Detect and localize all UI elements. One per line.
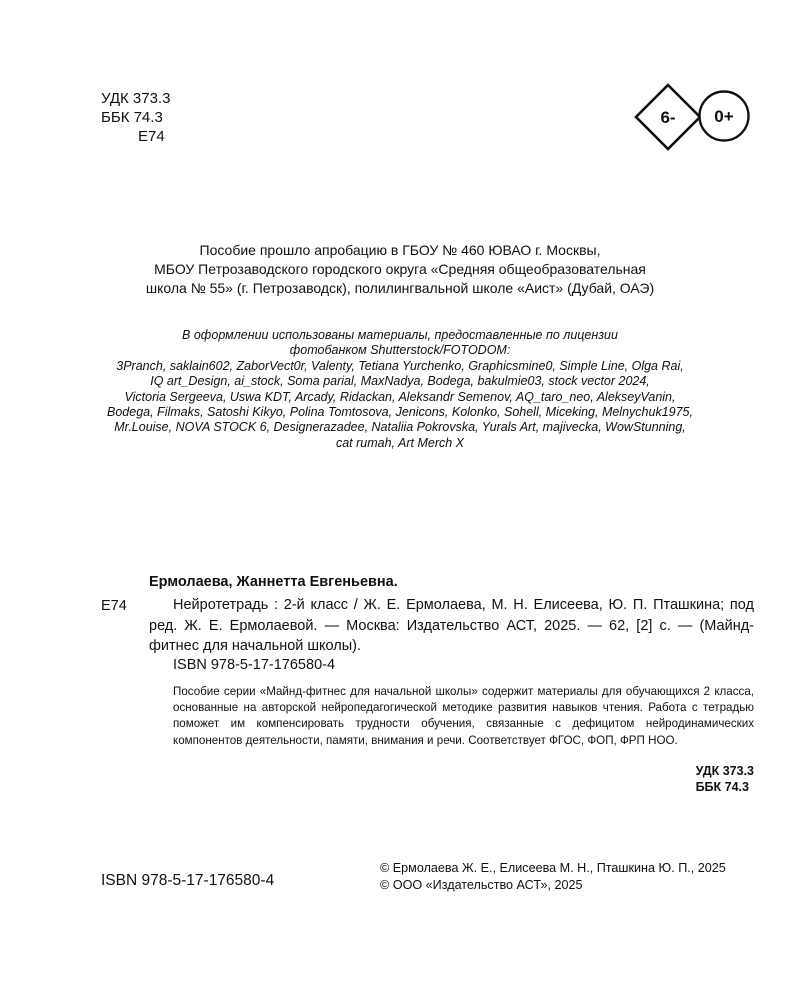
approbation-line: Пособие прошло апробацию в ГБОУ № 460 ЮВАО г. Москвы, [199, 242, 601, 258]
credits-line: Victoria Sergeeva, Uswa KDT, Arcady, Ridackan, Aleksandr Semenov, AQ_taro_neo, AlekseyVanin, [124, 389, 676, 404]
age-diamond-label: 6- [660, 108, 676, 127]
age-circle-label: 0+ [714, 107, 734, 126]
credits-line: Mr.Louise, NOVA STOCK 6, Designerazadee, Nataliia Pokrovska, Yurals Art, majivecka, WowStunning, [114, 420, 686, 435]
credits-line: IQ art_Design, ai_stock, Soma parial, MaxNadya, Bodega, bakulmie03, stock vector 2024, [150, 374, 650, 389]
approbation-line: школа № 55» (г. Петрозаводск), полилингвальной школе «Аист» (Дубай, ОАЭ) [145, 280, 655, 296]
copyright-block [380, 860, 726, 894]
approbation-line: МБОУ Петрозаводского городского округа «Средняя общеобразовательная [154, 261, 646, 277]
credits-line: cat rumah, Art Merch X [335, 435, 465, 450]
copyright-publisher: © ООО «Издательство АСТ», 2025 [380, 878, 583, 892]
catalog-classification [696, 763, 754, 795]
age-rating-diamond [633, 82, 703, 152]
bbk-code: ББК 74.3 [101, 109, 163, 126]
credits-line: В оформлении использованы материалы, предоставленные по лицензии [182, 328, 618, 342]
catalog-bbk: ББК 74.3 [695, 780, 749, 794]
copyright-authors: © Ермолаева Ж. Е., Елисеева М. Н., Пташкина Ю. П., 2025 [380, 861, 726, 875]
credits-line: Bodega, Filmaks, Satoshi Kikyo, Polina Tomtosova, Jenicons, Kolonko, Sohell, Miceking, Melnychuk1975, [107, 405, 693, 420]
catalog-annotation: Пособие серии «Майнд-фитнес для начальной школы» содержит материалы для обучающихся 2 класса, основанные на авторской нейропедагогической методике развития навыков чтения. Работа с тетрадью поможет им компенсировать трудности обучения, связанные с дефицитом нейродинамических компонентов деятельности, памяти, внимания и речи. Соответствует ФГОС, ФОП, ФРП НОО. [173, 685, 754, 747]
catalog-isbn: ISBN 978-5-17-176580-4 [173, 657, 336, 673]
catalog-description: Нейротетрадь : 2-й класс / Ж. Е. Ермолаева, М. Н. Елисеева, Ю. П. Пташкина; под ред. Ж. Е. Ермолаевой. — Москва: Издательство АСТ, 2025. — 62, [2] с. — (Майнд-фитнес для начальной школы). [149, 597, 754, 654]
author-mark: Е74 [138, 128, 165, 145]
udk-code: УДК 373.3 [101, 90, 171, 107]
catalog-author: Ермолаева, Жаннетта Евгеньевна. [149, 574, 398, 590]
credits-line: фотобанком Shutterstock/FOTODOM: [289, 343, 511, 358]
footer-isbn: ISBN 978-5-17-176580-4 [101, 872, 275, 889]
image-credits [100, 328, 700, 451]
age-rating-circle [698, 90, 750, 142]
credits-line: 3Pranch, saklain602, ZaborVect0r, Valenty, Tetiana Yurchenko, Graphicsmine0, Simple Line, Olga Rai, [116, 358, 684, 373]
approbation-note [110, 241, 690, 298]
catalog-code: Е74 [101, 598, 127, 614]
top-classification-block [101, 89, 170, 146]
catalog-udk: УДК 373.3 [695, 764, 754, 778]
